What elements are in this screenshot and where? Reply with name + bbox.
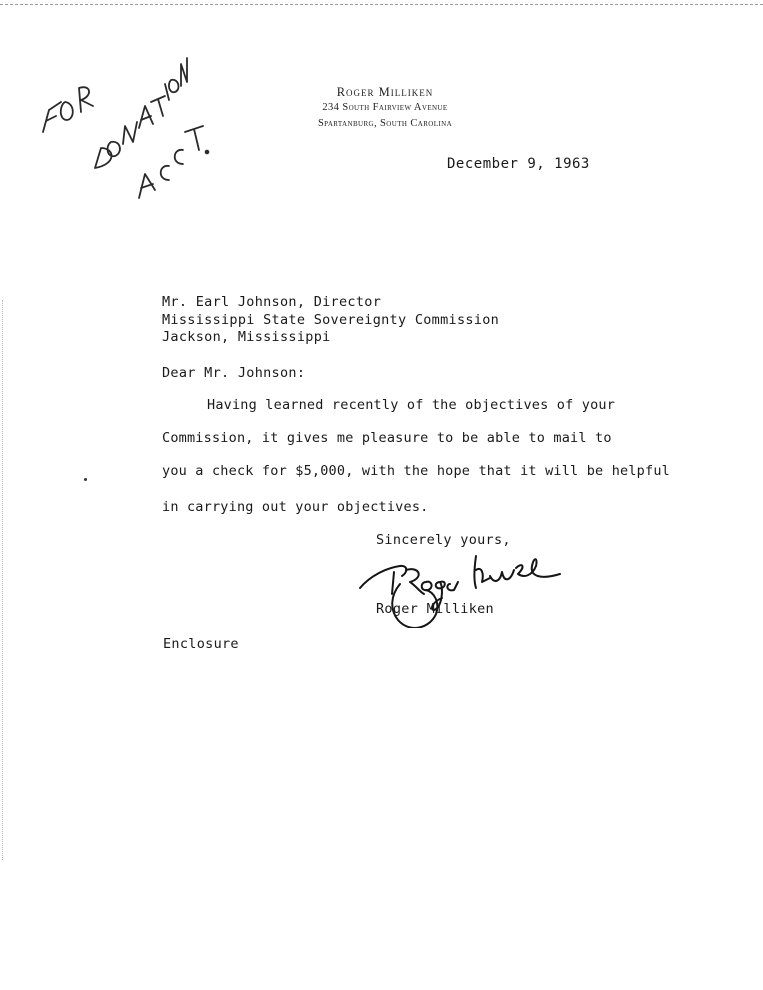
recipient-line-1: Mr. Earl Johnson, Director <box>162 294 382 310</box>
letterhead-street: 234 South Fairview Avenue <box>322 102 448 113</box>
letterhead-name: Roger Milliken <box>336 85 434 99</box>
letterhead-city: Spartanburg, South Carolina <box>317 118 453 129</box>
scan-edge-top <box>0 4 763 5</box>
body-line-3: you a check for $5,000, with the hope that it will be helpful <box>162 463 670 479</box>
enclosure-note: Enclosure <box>163 636 239 652</box>
handwritten-note <box>35 40 215 210</box>
recipient-line-3: Jackson, Mississippi <box>162 329 331 345</box>
body-line-4: in carrying out your objectives. <box>162 499 429 515</box>
scan-edge-left <box>2 300 3 860</box>
recipient-line-2: Mississippi State Sovereignty Commission <box>162 311 500 328</box>
scan-speck <box>84 478 87 481</box>
body-line-2: Commission, it gives me pleasure to be able to mail to <box>162 430 612 446</box>
typed-name: Roger Milliken <box>376 601 494 617</box>
body-line-1: Having learned recently of the objectives of your <box>207 397 616 413</box>
closing: Sincerely yours, <box>376 532 511 548</box>
recipient-address <box>162 294 499 347</box>
salutation: Dear Mr. Johnson: <box>162 365 306 381</box>
letterhead <box>290 84 480 132</box>
letter-date: December 9, 1963 <box>447 156 590 172</box>
